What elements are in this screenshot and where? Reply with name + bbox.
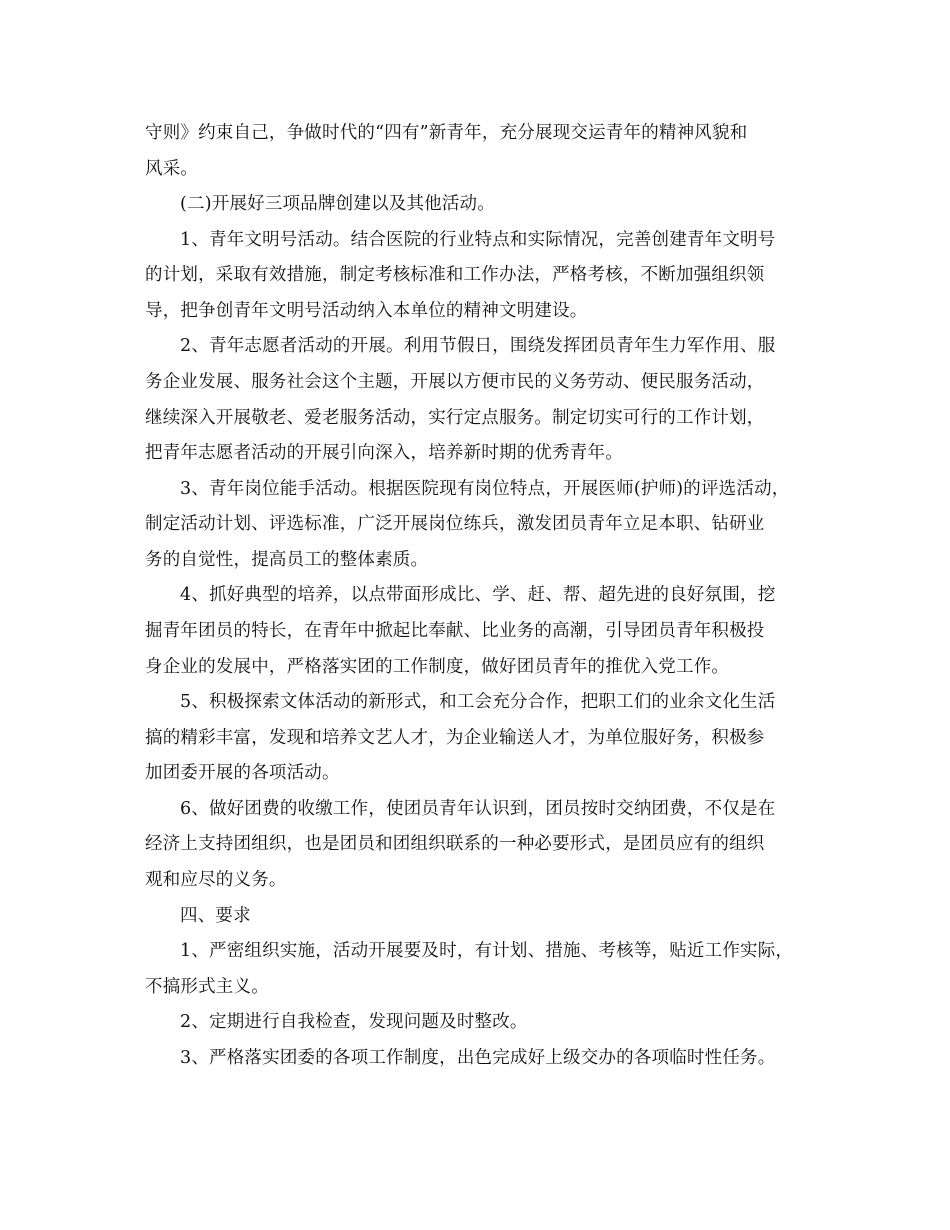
text-line: 2、青年志愿者活动的开展。利用节假日，围绕发挥团员青年生力军作用、服 xyxy=(180,336,776,356)
text-line: 制定活动计划、评选标准，广泛开展岗位练兵，激发团员青年立足本职、钻研业 xyxy=(145,514,765,534)
text-line: 5、积极探索文体活动的新形式，和工会充分合作，把职工们的业余文化生活 xyxy=(180,692,776,712)
text-line: 务的自觉性，提高员工的整体素质。 xyxy=(145,550,429,570)
text-line: 3、严格落实团委的各项工作制度，出色完成好上级交办的各项临时性任务。 xyxy=(180,1048,776,1068)
text-line: 1、严密组织实施，活动开展要及时，有计划、措施、考核等，贴近工作实际， xyxy=(180,941,794,961)
text-line: 观和应尽的义务。 xyxy=(145,870,287,890)
text-line: 风采。 xyxy=(145,159,199,179)
text-line: 掘青年团员的特长，在青年中掀起比奉献、比业务的高潮，引导团员青年积极投 xyxy=(145,621,765,641)
text-line: 导，把争创青年文明号活动纳入本单位的精神文明建设。 xyxy=(145,301,588,321)
section-heading: 四、要求 xyxy=(180,906,251,926)
text-line: (二)开展好三项品牌创建以及其他活动。 xyxy=(180,194,495,214)
text-line: 经济上支持团组织，也是团员和团组织联系的一种必要形式，是团员应有的组织 xyxy=(145,834,765,854)
text-line: 把青年志愿者活动的开展引向深入，培养新时期的优秀青年。 xyxy=(145,443,623,463)
text-line: 的计划，采取有效措施，制定考核标准和工作办法，严格考核，不断加强组织领 xyxy=(145,265,765,285)
text-line: 6、做好团费的收缴工作，使团员青年认识到，团员按时交纳团费，不仅是在 xyxy=(180,799,776,819)
text-line: 搞的精彩丰富，发现和培养文艺人才，为企业输送人才，为单位服好务，积极参 xyxy=(145,728,765,748)
text-line: 2、定期进行自我检查，发现问题及时整改。 xyxy=(180,1012,528,1032)
text-line: 加团委开展的各项活动。 xyxy=(145,763,340,783)
text-line: 不搞形式主义。 xyxy=(145,977,269,997)
text-line: 身企业的发展中，严格落实团的工作制度，做好团员青年的推优入党工作。 xyxy=(145,657,730,677)
text-line: 务企业发展、服务社会这个主题，开展以方便市民的义务劳动、便民服务活动， xyxy=(145,372,765,392)
text-line: 1、青年文明号活动。结合医院的行业特点和实际情况，完善创建青年文明号 xyxy=(180,230,776,250)
text-line: 守则》约束自己，争做时代的“四有”新青年，充分展现交运青年的精神风貌和 xyxy=(145,123,748,143)
text-line: 4、抓好典型的培养，以点带面形成比、学、赶、帮、超先进的良好氛围，挖 xyxy=(180,585,776,605)
text-line: 继续深入开展敬老、爱老服务活动，实行定点服务。制定切实可行的工作计划， xyxy=(145,408,765,428)
text-line: 3、青年岗位能手活动。根据医院现有岗位特点，开展医师(护师)的评选活动， xyxy=(180,479,790,499)
